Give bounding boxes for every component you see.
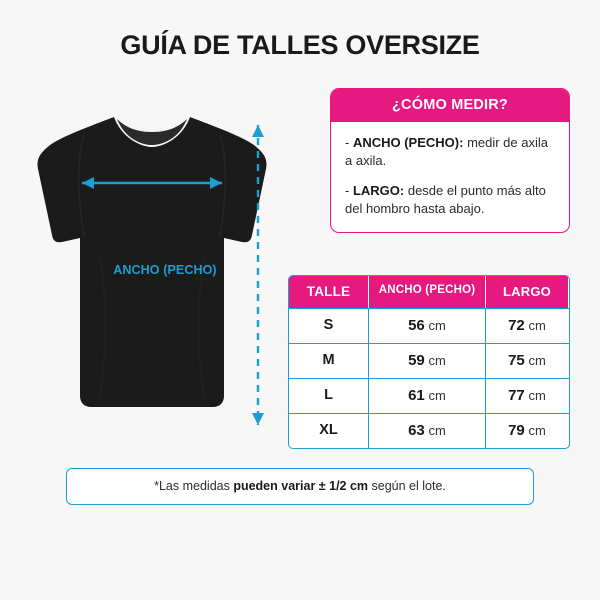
measurement-disclaimer — [66, 468, 534, 505]
cell-talle: XL — [319, 422, 338, 438]
cell-largo-value: 79 — [508, 422, 525, 439]
cell-ancho-value: 56 — [408, 317, 425, 334]
cell-ancho — [368, 344, 485, 378]
cell-largo-unit: cm — [528, 388, 546, 403]
table-row — [289, 308, 569, 343]
cell-talle: M — [322, 352, 335, 368]
disclaimer-part1: *Las medidas — [154, 479, 234, 493]
shirt-illustration — [22, 95, 292, 445]
table-header-ancho: ANCHO (PECHO) — [368, 276, 485, 308]
cell-ancho-unit: cm — [428, 353, 446, 368]
cell-talle: S — [323, 317, 334, 333]
measure-item-length-term: LARGO: — [352, 182, 405, 198]
how-to-measure-card — [330, 88, 570, 233]
size-table — [288, 275, 570, 449]
page-title: GUÍA DE TALLES OVERSIZE — [120, 30, 480, 60]
measure-item-width-text: medir de axila a axila. — [345, 135, 548, 169]
table-row — [289, 413, 569, 448]
cell-largo — [485, 414, 568, 448]
chest-width-label: ANCHO (PECHO) — [113, 263, 217, 277]
cell-ancho-value: 61 — [408, 387, 425, 404]
cell-largo-value: 72 — [508, 317, 525, 334]
table-header-largo: LARGO — [485, 276, 568, 308]
disclaimer-strong: pueden variar ± 1/2 cm — [233, 479, 369, 493]
cell-largo — [485, 309, 568, 343]
cell-largo — [485, 379, 568, 413]
measure-item-length-text: desde el punto más alto del hombro hasta abajo. — [345, 182, 546, 217]
measure-item-width — [345, 134, 555, 171]
cell-ancho — [368, 414, 485, 448]
cell-ancho-unit: cm — [428, 388, 446, 403]
disclaimer-part2: según el lote. — [368, 479, 446, 493]
how-to-measure-heading: ¿CÓMO MEDIR? — [331, 89, 569, 122]
table-row — [289, 378, 569, 413]
how-to-measure-body — [331, 122, 569, 232]
measure-item-width-term: ANCHO (PECHO): — [352, 135, 464, 150]
measure-item-width-prefix: - — [345, 135, 353, 150]
cell-ancho-value: 63 — [408, 422, 425, 439]
cell-talle: L — [324, 387, 333, 403]
table-row — [289, 343, 569, 378]
measure-item-length-prefix: - — [345, 182, 353, 198]
cell-largo-unit: cm — [528, 318, 546, 333]
cell-ancho-unit: cm — [428, 423, 446, 438]
measure-item-length — [345, 182, 555, 219]
cell-largo-value: 75 — [508, 352, 525, 369]
table-header-talle: TALLE — [289, 276, 368, 308]
cell-largo-unit: cm — [528, 353, 546, 368]
cell-largo-unit: cm — [528, 423, 546, 438]
cell-ancho-unit: cm — [428, 318, 446, 333]
cell-ancho — [368, 309, 485, 343]
cell-largo — [485, 344, 568, 378]
cell-ancho — [368, 379, 485, 413]
cell-ancho-value: 59 — [408, 352, 425, 369]
table-header-row — [289, 276, 569, 308]
cell-largo-value: 77 — [508, 387, 525, 404]
